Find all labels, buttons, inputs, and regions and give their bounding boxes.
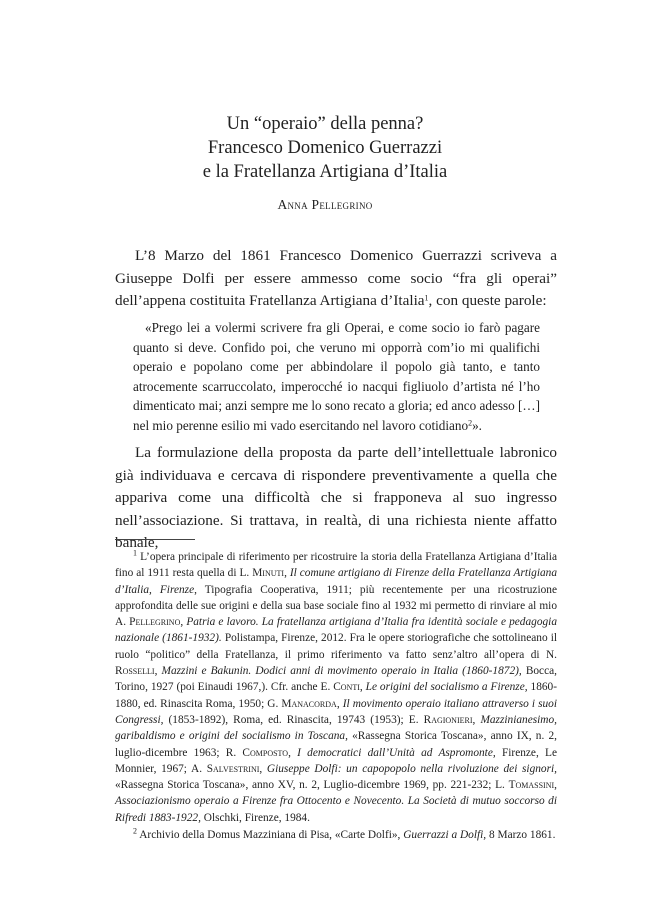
footnote-text: Bocca, Torino, 1927 (poi Einaudi 1967,). Cfr. anche E. <box>115 665 557 694</box>
footnote-text: Polistampa, Firenze, 2012. Fra le opere storiografiche che sottolineano il ruolo “politico” della Fratellanza, il primo riferimento va fatto senz’altro all’opera di N. <box>115 632 558 661</box>
footnote-2 <box>115 827 557 843</box>
author-ref: Tomassini <box>508 779 555 792</box>
paragraph-text: L’8 Marzo del 1861 Francesco Domenico Guerrazzi scriveva a Giuseppe Dolfi per essere ammesso come socio “fra gli operai” dell’appena costituita Fratellanza Artigiana d’Italia <box>115 247 557 309</box>
footnote-text: «Rassegna Storica Toscana», anno IX, n. 2, luglio-dicembre 1963; R. <box>115 730 557 759</box>
author-name: Anna Pellegrino <box>277 197 373 212</box>
body-paragraph-2: La formulazione della proposta da parte dell’intellettuale labronico già individuava e cercava di rispondere preventivamente a quella che appariva come una difficoltà che si frapponeva al suo ingresso nell’associazione. Si trattava, in realtà, di una richiesta niente affatto banale, <box>115 444 557 551</box>
footnote-text: 1860-1880, ed. Rinascita Roma, 1950; G. <box>115 681 557 710</box>
footnote-ref-1[interactable]: 1 <box>424 293 429 303</box>
title-line-1: Un “operaio” della penna? <box>226 114 424 134</box>
work-title: Mazzinianesimo, garibaldismo e origini del socialismo in Toscana, <box>115 713 558 743</box>
work-title: Guerrazzi a Dolfi, <box>403 829 487 842</box>
work-title: Patria e lavoro. La fratellanza artigiana d’Italia fra identità sociale e pedagogia nazionale (1861-1932). <box>115 616 557 645</box>
author-ref: Composto <box>242 746 289 759</box>
footnote-text: L’opera principale di riferimento per ricostruire la storia della Fratellanza Artigiana d’Italia fino al 1911 resta quella di L. <box>115 551 557 580</box>
work-title: Il comune artigiano di Firenze della Fratellanza Artigiana d’Italia, Firenze <box>115 567 558 596</box>
block-quote <box>133 318 540 435</box>
author-ref: Rosselli <box>115 665 155 678</box>
footnote-1: $^1$ L’opera principale di riferimento per ricostruire la storia della Fratellanza Artigiana d’Italia fino al 1911 resta quella di L. Minuti, Il comune artigiano di Firenze della Fratellanza Artigiana d’Italia, Firenze, Tipografia Cooperativa, 1911; più recentemente per una ricostruzione approfondita delle sue origini e della sua base sociale fino al 1932 mi permetto di rinviare al mio A. Pellegrino, Patria e lavoro. La fratellanza artigiana d’Italia fra identità sociale e pedagogia nazionale (1861-1932). Polistampa, Firenze, 2012. Fra le opere storiografiche che sottolineano il ruolo “politico” della Fratellanza, il primo riferimento va fatto senz’altro all’opera di N. Rosselli, Mazzini e Bakunin. Dodici anni di movimento operaio in Italia (1860-1872), Bocca, Torino, 1927 (poi Einaudi 1967,). Cfr. anche E. Conti, Le origini del socialismo a Firenze, 1860-1880, ed. Rinascita Roma, 1950; G. Manacorda, Il movimento operaio italiano attraverso i suoi Congressi, (1853-1892), Roma, ed. Rinascita, 19743 (1953); E. Ragionieri, Mazzinianesimo, garibaldismo e origini del socialismo in Toscana, «Rassegna Storica Toscana», anno IX, n. 2, luglio-dicembre 1963; R. Composto, I democratici dall’Unità ad Aspromonte, Firenze, Le Monnier, 1967; A. Salvestrini, Giuseppe Dolfi: un capopopolo nella rivoluzione dei signori, «Rassegna Storica Toscana», anno XV, n. 2, Luglio-dicembre 1969, pp. 221-232; L. Tomassini, Associazionismo operaio a Firenze fra Ottocento e Novecento. La Società di mutuo soccorso di Rifredi 1883-1922, Olschki, Firenze, 1984. <box>115 548 558 824</box>
work-title: Associazionismo operaio a Firenze fra Ottocento e Novecento. La Società di mutuo soccorso di Rifredi 1883-1922, <box>115 795 557 824</box>
article-title <box>0 112 650 184</box>
footnote-text: Archivio della Domus Mazziniana di Pisa, «Carte Dolfi», <box>139 829 401 842</box>
footnote-text: Olschki, Firenze, 1984. <box>203 811 310 824</box>
title-line-2: Francesco Domenico Guerrazzi <box>207 138 443 158</box>
author-ref: Conti <box>333 681 360 694</box>
footnote-text: , Tipografia Cooperativa, 1911; più recentemente per una ricostruzione approfondita delle sue origini e della sua base sociale fino al 1932 mi permetto di rinviare al mio A. <box>115 583 557 629</box>
body-paragraph-1 <box>115 245 557 313</box>
author-ref: Manacorda <box>281 697 337 710</box>
footnote-text: (1853-1892), Roma, ed. Rinascita, 19743 (1953); E. <box>168 713 419 726</box>
footnote-text: Firenze, Le Monnier, 1967; A. <box>115 746 558 775</box>
footnote-text: «Rassegna Storica Toscana», anno XV, n. 2, Luglio-dicembre 1969, pp. 221-232; L. <box>115 779 505 792</box>
work-title: Giuseppe Dolfi: un capopopolo nella rivoluzione dei signori, <box>266 762 557 775</box>
author-ref: Minuti <box>252 567 285 580</box>
author-ref: Ragionieri <box>423 713 473 726</box>
work-title: Mazzini e Bakunin. Dodici anni di movimento operaio in Italia (1860-1872), <box>161 665 522 678</box>
author-ref: Pellegrino <box>129 616 181 629</box>
paragraph-tail: , con queste parole: <box>428 292 547 309</box>
title-line-3: e la Fratellanza Artigiana d’Italia <box>202 162 448 182</box>
footnote-ref-2[interactable]: 2 <box>468 418 473 428</box>
quote-tail: ». <box>472 417 482 433</box>
work-title: Le origini del socialismo a Firenze, <box>365 681 528 694</box>
footnotes <box>115 549 557 844</box>
work-title: Il movimento operaio italiano attraverso i suoi Congressi, <box>115 697 557 726</box>
footnote-text: 8 Marzo 1861. <box>488 829 556 842</box>
quote-text: «Prego lei a volermi scrivere fra gli Operai, e come socio io farò pagare quanto si deve. Confido poi, che veruno mi opporrà com’io mi qualifichi operaio e popolano come per abbindolare il popolo già tanto, e tanto atrocemente scarruccolato, imperocché io nacqui figliuolo d’artista né l’ho dimenticato mai; anzi sempre me lo sono recato a gloria; ed anco adesso […] nel mio perenne esilio mi vado esercitando nel lavoro cotidiano <box>133 320 540 433</box>
work-title: I democratici dall’Unità ad Aspromonte, <box>297 746 496 759</box>
author-ref: Salvestrini <box>206 762 260 775</box>
footnote-number: 1 <box>133 548 137 558</box>
footnote-separator <box>115 539 195 540</box>
footnote-number: 2 <box>133 826 137 836</box>
